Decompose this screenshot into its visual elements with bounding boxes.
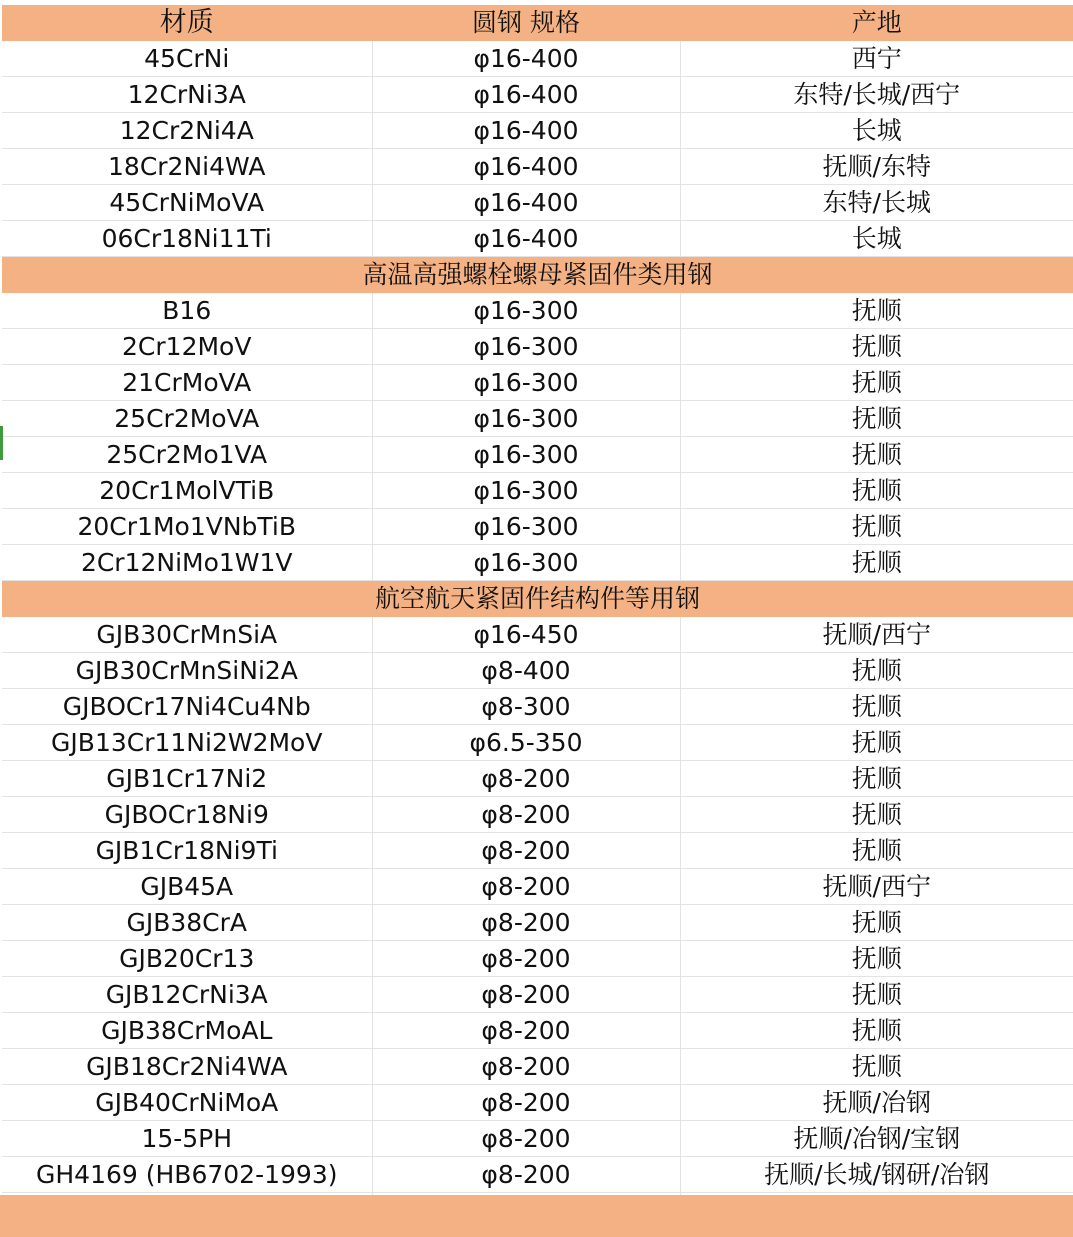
origin-cell: 长城 [680,113,1073,149]
table-row [2,1049,1073,1085]
spec-cell: φ16-300 [372,437,680,473]
header-round-bar-spec: 圆钢 规格 [372,5,680,41]
spec-cell: φ16-400 [372,41,680,77]
spec-cell: φ16-400 [372,77,680,113]
table-row [2,473,1073,509]
table-row [2,329,1073,365]
spec-cell: φ8-200 [372,869,680,905]
table-row [2,869,1073,905]
table-row [2,401,1073,437]
material-cell: GJB38CrMoAL [2,1013,372,1049]
material-cell: 25Cr2Mo1VA [2,437,372,473]
steel-spec-table [2,5,1073,1229]
cell-selection-edge [0,426,3,460]
origin-cell: 抚顺/冶钢/宝钢 [680,1121,1073,1157]
material-cell: 2Cr12NiMo1W1V [2,545,372,581]
section-row [2,581,1073,617]
table-row [2,113,1073,149]
spec-cell: φ16-400 [372,221,680,257]
material-cell: 18Cr2Ni4WA [2,149,372,185]
section-title: 高温高强螺栓螺母紧固件类用钢 [2,257,1073,293]
origin-cell: 抚顺 [680,437,1073,473]
material-cell: 12CrNi3A [2,77,372,113]
table-row [2,545,1073,581]
spec-cell: φ8-200 [372,1121,680,1157]
material-cell: 20Cr1MolVTiB [2,473,372,509]
material-cell: GJB18Cr2Ni4WA [2,1049,372,1085]
material-cell: GJBOCr17Ni4Cu4Nb [2,689,372,725]
origin-cell: 抚顺 [680,653,1073,689]
material-cell: 45CrNiMoVA [2,185,372,221]
section-title: 航空航天紧固件结构件等用钢 [2,581,1073,617]
table-row [2,1085,1073,1121]
spec-cell: φ6.5-350 [372,725,680,761]
spec-cell: φ8-200 [372,1157,680,1193]
table-row [2,365,1073,401]
material-cell: 25Cr2MoVA [2,401,372,437]
material-cell: GH4169 (HB6702-1993) [2,1157,372,1193]
material-cell: GJB13Cr11Ni2W2MoV [2,725,372,761]
table-row [2,689,1073,725]
origin-cell: 抚顺 [680,689,1073,725]
table-row [2,725,1073,761]
table-row [2,77,1073,113]
spec-cell: φ8-200 [372,941,680,977]
origin-cell: 西宁 [680,41,1073,77]
material-cell: B16 [2,293,372,329]
origin-cell: 抚顺 [680,329,1073,365]
spec-cell: φ16-400 [372,149,680,185]
origin-cell: 抚顺 [680,509,1073,545]
table-row [2,1157,1073,1193]
spec-cell: φ16-300 [372,509,680,545]
spec-cell: φ8-200 [372,761,680,797]
material-cell: GJB45A [2,869,372,905]
origin-cell: 抚顺 [680,545,1073,581]
spec-cell: φ16-300 [372,473,680,509]
material-cell: GJB12CrNi3A [2,977,372,1013]
spec-cell: φ8-300 [372,689,680,725]
spec-cell: φ16-300 [372,545,680,581]
material-cell: GJB30CrMnSiA [2,617,372,653]
origin-cell: 抚顺 [680,1013,1073,1049]
footer-band [0,1195,1073,1237]
spec-cell: φ8-200 [372,797,680,833]
origin-cell: 抚顺 [680,1049,1073,1085]
material-cell: 15-5PH [2,1121,372,1157]
origin-cell: 抚顺 [680,365,1073,401]
material-cell: GJB38CrA [2,905,372,941]
table-row [2,833,1073,869]
table-row [2,1121,1073,1157]
origin-cell: 抚顺 [680,833,1073,869]
origin-cell: 抚顺 [680,293,1073,329]
spec-cell: φ16-400 [372,185,680,221]
table-row [2,509,1073,545]
spec-cell: φ16-300 [372,329,680,365]
table-row [2,761,1073,797]
origin-cell: 抚顺 [680,401,1073,437]
spec-cell: φ8-200 [372,977,680,1013]
header-row [2,5,1073,41]
material-cell: GJB1Cr18Ni9Ti [2,833,372,869]
material-cell: GJB20Cr13 [2,941,372,977]
spec-cell: φ8-200 [372,1049,680,1085]
table-row [2,617,1073,653]
material-cell: 45CrNi [2,41,372,77]
origin-cell: 抚顺/东特 [680,149,1073,185]
table-row [2,797,1073,833]
material-cell: GJB40CrNiMoA [2,1085,372,1121]
origin-cell: 长城 [680,221,1073,257]
origin-cell: 抚顺 [680,725,1073,761]
spec-cell: φ16-300 [372,401,680,437]
table-row [2,941,1073,977]
table-row [2,437,1073,473]
origin-cell: 抚顺 [680,473,1073,509]
material-cell: 20Cr1Mo1VNbTiB [2,509,372,545]
origin-cell: 抚顺/西宁 [680,617,1073,653]
spec-cell: φ8-200 [372,1085,680,1121]
table-row [2,1013,1073,1049]
origin-cell: 抚顺 [680,941,1073,977]
origin-cell: 抚顺 [680,797,1073,833]
table-row [2,977,1073,1013]
origin-cell: 抚顺/长城/钢研/冶钢 [680,1157,1073,1193]
spec-cell: φ8-200 [372,905,680,941]
table-row [2,905,1073,941]
spec-cell: φ16-300 [372,365,680,401]
header-origin: 产地 [680,5,1073,41]
origin-cell: 东特/长城/西宁 [680,77,1073,113]
table-row [2,149,1073,185]
header-material: 材质 [2,5,372,41]
origin-cell: 抚顺/西宁 [680,869,1073,905]
table-row [2,293,1073,329]
table-body [2,5,1073,1229]
spec-cell: φ8-400 [372,653,680,689]
spec-cell: φ16-450 [372,617,680,653]
section-row [2,257,1073,293]
table-row [2,221,1073,257]
material-cell: GJBOCr18Ni9 [2,797,372,833]
spec-cell: φ16-300 [372,293,680,329]
origin-cell: 抚顺 [680,905,1073,941]
material-cell: 21CrMoVA [2,365,372,401]
spec-cell: φ8-200 [372,833,680,869]
origin-cell: 抚顺 [680,761,1073,797]
material-cell: 06Cr18Ni11Ti [2,221,372,257]
material-cell: 12Cr2Ni4A [2,113,372,149]
material-cell: 2Cr12MoV [2,329,372,365]
origin-cell: 东特/长城 [680,185,1073,221]
material-cell: GJB30CrMnSiNi2A [2,653,372,689]
origin-cell: 抚顺 [680,977,1073,1013]
spec-cell: φ16-400 [372,113,680,149]
table-row [2,41,1073,77]
table-row [2,185,1073,221]
table-row [2,653,1073,689]
spec-cell: φ8-200 [372,1013,680,1049]
material-cell: GJB1Cr17Ni2 [2,761,372,797]
origin-cell: 抚顺/冶钢 [680,1085,1073,1121]
